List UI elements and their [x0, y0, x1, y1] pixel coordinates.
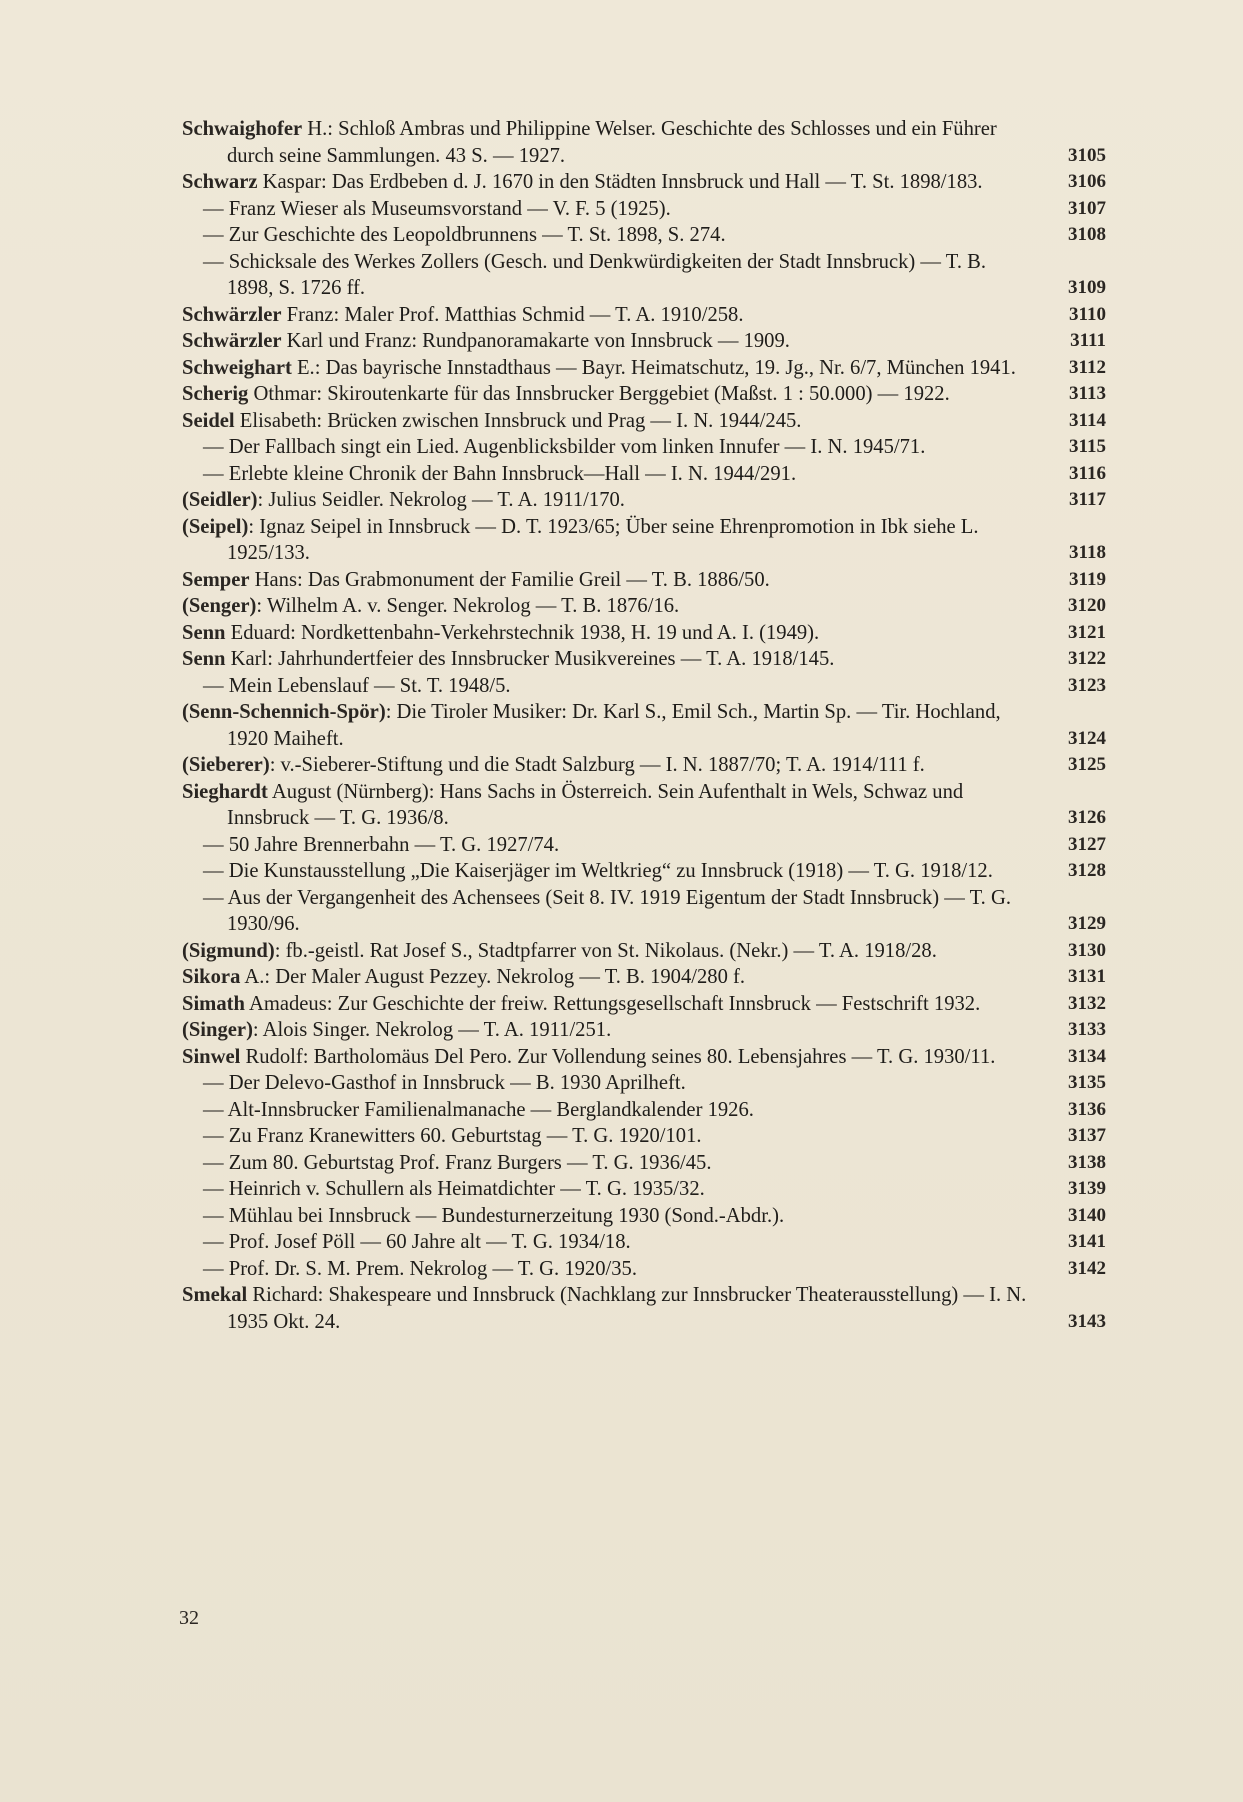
- entry-text: [182, 1176, 1036, 1203]
- page-number: 32: [179, 1607, 199, 1629]
- entry-number: 3121: [1068, 621, 1106, 643]
- entry-number: 3125: [1068, 754, 1106, 775]
- entry-text: [182, 1229, 1036, 1256]
- bibliography-entry: [182, 1123, 1106, 1150]
- bibliography-entry: [182, 222, 1106, 249]
- bibliography-entry: [182, 1176, 1106, 1203]
- entry-description: — Prof. Josef Pöll — 60 Jahre alt — T. G. 1934/18.: [203, 1231, 631, 1253]
- entry-author: Sikora: [182, 966, 241, 988]
- entry-number: 3116: [1069, 462, 1106, 484]
- entry-author: Senn: [182, 648, 226, 670]
- entry-number: 3137: [1068, 1125, 1106, 1146]
- entry-text: [182, 620, 1036, 647]
- entry-text: [182, 487, 1036, 514]
- entry-description: — Prof. Dr. S. M. Prem. Nekrolog — T. G. 1920/35.: [203, 1257, 637, 1280]
- bibliography-entry: [182, 779, 1106, 832]
- entry-author: Senn: [182, 621, 226, 644]
- entry-description: Amadeus: Zur Geschichte der freiw. Rettungsgesellschaft Innsbruck — Festschrift 1932.: [244, 992, 981, 1015]
- bibliography-entry: [182, 487, 1106, 514]
- entry-description: — Erlebte kleine Chronik der Bahn Innsbruck—Hall — I. N. 1944/291.: [203, 462, 797, 485]
- entry-number: 3138: [1068, 1151, 1106, 1173]
- bibliography-entry: [182, 752, 1106, 779]
- entry-description: — Mein Lebenslauf — St. T. 1948/5.: [203, 674, 511, 697]
- entry-author: Schwärzler: [182, 303, 282, 326]
- entry-text: [182, 302, 1036, 329]
- bibliography-entry: [182, 1203, 1106, 1230]
- entry-author: Schweighart: [182, 356, 292, 379]
- entry-description: H.: Schloß Ambras und Philippine Welser. Geschichte des Schlosses und ein Führer durch seine Sammlungen. 43 S. — 1927.: [227, 118, 997, 167]
- entry-number: 3105: [1068, 144, 1106, 166]
- bibliography-entry: [182, 302, 1106, 329]
- bibliography-entry: [182, 646, 1106, 673]
- entry-author: (Senn-Schennich-Spör): [182, 701, 386, 723]
- entry-author: Simath: [182, 992, 245, 1015]
- entry-text: [182, 885, 1036, 938]
- entry-text: [182, 1150, 1036, 1177]
- entry-number: 3110: [1069, 303, 1106, 325]
- entry-description: — Alt-Innsbrucker Familienalmanache — Berglandkalender 1926.: [203, 1098, 754, 1121]
- entry-number: 3109: [1068, 277, 1106, 298]
- entry-description: Othmar: Skiroutenkarte für das Innsbrucker Berggebiet (Maßst. 1 : 50.000) — 1922.: [248, 383, 950, 405]
- bibliography-entry: [182, 1070, 1106, 1097]
- entry-description: — Der Fallbach singt ein Lied. Augenblicksbilder vom linken Innufer — I. N. 1945/71.: [203, 436, 926, 458]
- entry-text: [182, 779, 1036, 832]
- entry-text: [182, 1256, 1036, 1283]
- entry-number: 3123: [1068, 674, 1106, 696]
- entry-text: [182, 699, 1036, 752]
- entry-author: Schwarz: [182, 171, 258, 193]
- entry-text: [182, 116, 1036, 169]
- entry-description: E.: Das bayrische Innstadthaus — Bayr. Heimatschutz, 19. Jg., Nr. 6/7, München 1941.: [291, 356, 1016, 379]
- bibliography-entry: [182, 991, 1106, 1018]
- entry-text: [182, 567, 1036, 594]
- entry-description: Franz: Maler Prof. Matthias Schmid — T. A. 1910/258.: [281, 303, 744, 326]
- entry-text: [182, 355, 1036, 382]
- entry-number: 3128: [1068, 860, 1106, 881]
- entry-author: Smekal: [182, 1284, 248, 1306]
- entry-number: 3141: [1068, 1231, 1106, 1252]
- entry-description: : fb.-geistl. Rat Josef S., Stadtpfarrer von St. Nikolaus. (Nekr.) — T. A. 1918/28.: [274, 939, 937, 962]
- entry-number: 3112: [1069, 356, 1106, 378]
- bibliography-entry: [182, 1044, 1106, 1071]
- entry-number: 3120: [1068, 595, 1106, 616]
- entry-description: Hans: Das Grabmonument der Familie Greil — T. B. 1886/50.: [249, 568, 770, 591]
- entry-text: [182, 328, 1036, 355]
- entry-author: Scherig: [182, 383, 249, 405]
- entry-text: [182, 1123, 1036, 1150]
- entry-text: [182, 514, 1036, 567]
- entry-number: 3139: [1068, 1178, 1106, 1199]
- bibliography-entry: [182, 514, 1106, 567]
- entry-description: — Franz Wieser als Museumsvorstand — V. F. 5 (1925).: [203, 197, 671, 220]
- entry-number: 3118: [1069, 542, 1106, 563]
- bibliography-entry: [182, 328, 1106, 355]
- entry-description: : Ignaz Seipel in Innsbruck — D. T. 1923/65; Über seine Ehrenpromotion in Ibk siehe L. 1925/133.: [227, 515, 979, 564]
- entry-number: 3119: [1069, 568, 1106, 590]
- bibliography-entry: [182, 116, 1106, 169]
- bibliography-entry: [182, 938, 1106, 965]
- bibliography-entry: [182, 461, 1106, 488]
- entry-text: [182, 1097, 1036, 1124]
- entry-text: [182, 1203, 1036, 1230]
- bibliography-entry: [182, 408, 1106, 435]
- entry-text: [182, 1282, 1036, 1335]
- bibliography-entry: [182, 832, 1106, 859]
- entry-description: : v.-Sieberer-Stiftung und die Stadt Salzburg — I. N. 1887/70; T. A. 1914/111 f.: [269, 754, 925, 776]
- bibliography-entry: [182, 567, 1106, 594]
- entry-description: Richard: Shakespeare und Innsbruck (Nachklang zur Innsbrucker Theaterausstellung) — I. N. 1935 Okt. 24.: [227, 1284, 1027, 1333]
- entry-description: Kaspar: Das Erdbeben d. J. 1670 in den Städten Innsbruck und Hall — T. St. 1898/183.: [257, 171, 983, 193]
- entry-number: 3131: [1068, 966, 1106, 987]
- entry-description: A.: Der Maler August Pezzey. Nekrolog — T. B. 1904/280 f.: [240, 966, 746, 988]
- entry-author: (Sigmund): [182, 939, 275, 962]
- entry-description: — Zum 80. Geburtstag Prof. Franz Burgers — T. G. 1936/45.: [203, 1151, 712, 1174]
- entry-author: (Senger): [182, 595, 257, 617]
- entry-description: — Der Delevo-Gasthof in Innsbruck — B. 1930 Aprilheft.: [203, 1072, 686, 1094]
- bibliography-entry: [182, 699, 1106, 752]
- bibliography-entry: [182, 169, 1106, 196]
- bibliography-entry: [182, 1282, 1106, 1335]
- bibliography-entry: [182, 858, 1106, 885]
- bibliography-entry: [182, 1256, 1106, 1283]
- entry-text: [182, 1017, 1036, 1044]
- entry-description: — Mühlau bei Innsbruck — Bundesturnerzeitung 1930 (Sond.-Abdr.).: [203, 1204, 785, 1227]
- entry-description: : Die Tiroler Musiker: Dr. Karl S., Emil Sch., Martin Sp. — Tir. Hochland, 1920 Maiheft.: [227, 701, 1001, 750]
- bibliography-entry: [182, 620, 1106, 647]
- bibliography-entry: [182, 196, 1106, 223]
- bibliography-entry: [182, 673, 1106, 700]
- entry-description: — Zur Geschichte des Leopoldbrunnens — T. St. 1898, S. 274.: [203, 224, 726, 246]
- bibliography-entry: [182, 1017, 1106, 1044]
- entry-text: [182, 991, 1036, 1018]
- entry-description: Karl: Jahrhundertfeier des Innsbrucker Musikvereines — T. A. 1918/145.: [225, 648, 835, 670]
- entry-number: 3135: [1068, 1072, 1106, 1093]
- entry-number: 3117: [1069, 489, 1106, 510]
- entry-author: (Seipel): [182, 515, 249, 538]
- entry-number: 3132: [1068, 992, 1106, 1014]
- entry-number: 3122: [1068, 648, 1106, 669]
- bibliography-entry: [182, 249, 1106, 302]
- entry-number: 3140: [1068, 1204, 1106, 1226]
- entry-text: [182, 752, 1036, 779]
- entry-text: [182, 646, 1036, 673]
- bibliography-entry: [182, 381, 1106, 408]
- entry-number: 3124: [1068, 727, 1106, 749]
- entry-description: — 50 Jahre Brennerbahn — T. G. 1927/74.: [203, 833, 560, 856]
- entry-text: [182, 381, 1036, 408]
- bibliography-entry: [182, 434, 1106, 461]
- bibliography-entry: [182, 355, 1106, 382]
- entry-description: — Aus der Vergangenheit des Achensees (Seit 8. IV. 1919 Eigentum der Stadt Innsbruck) — T. G. 1930/96.: [203, 886, 1011, 935]
- entry-number: 3108: [1068, 224, 1106, 245]
- bibliography-entry: [182, 1097, 1106, 1124]
- entry-description: — Die Kunstausstellung „Die Kaiserjäger im Weltkrieg“ zu Innsbruck (1918) — T. G. 1918/12.: [203, 860, 993, 882]
- entry-text: [182, 673, 1036, 700]
- entry-text: [182, 938, 1036, 965]
- bibliography-entry: [182, 964, 1106, 991]
- entry-text: [182, 1070, 1036, 1097]
- entry-author: Schwaighofer: [182, 118, 303, 140]
- entry-number: 3113: [1069, 383, 1106, 404]
- entry-number: 3126: [1068, 807, 1106, 828]
- bibliography-list: [182, 116, 1106, 1335]
- entry-description: : Wilhelm A. v. Senger. Nekrolog — T. B. 1876/16.: [256, 595, 680, 617]
- entry-number: 3114: [1069, 409, 1106, 431]
- entry-author: (Seidler): [182, 489, 258, 511]
- entry-text: [182, 964, 1036, 991]
- entry-number: 3107: [1068, 197, 1106, 219]
- entry-text: [182, 434, 1036, 461]
- entry-description: Rudolf: Bartholomäus Del Pero. Zur Vollendung seines 80. Lebensjahres — T. G. 1930/11.: [240, 1045, 996, 1068]
- entry-description: — Heinrich v. Schullern als Heimatdichter — T. G. 1935/32.: [203, 1178, 705, 1200]
- entry-text: [182, 461, 1036, 488]
- entry-number: 3127: [1068, 833, 1106, 855]
- entry-description: Eduard: Nordkettenbahn-Verkehrstechnik 1938, H. 19 und A. I. (1949).: [225, 621, 820, 644]
- entry-description: — Zu Franz Kranewitters 60. Geburtstag — T. G. 1920/101.: [203, 1125, 702, 1147]
- bibliography-entry: [182, 1150, 1106, 1177]
- entry-text: [182, 196, 1036, 223]
- entry-text: [182, 593, 1036, 620]
- entry-number: 3130: [1068, 939, 1106, 961]
- entry-description: August (Nürnberg): Hans Sachs in Österreich. Sein Aufenthalt in Wels, Schwaz und Innsbruck — T. G. 1936/8.: [227, 780, 964, 829]
- entry-text: [182, 858, 1036, 885]
- entry-description: Elisabeth: Brücken zwischen Innsbruck und Prag — I. N. 1944/245.: [234, 409, 802, 432]
- entry-text: [182, 249, 1036, 302]
- entry-number: 3136: [1068, 1098, 1106, 1120]
- bibliography-entry: [182, 1229, 1106, 1256]
- bibliography-entry: [182, 885, 1106, 938]
- entry-author: Sieghardt: [182, 780, 268, 803]
- entry-author: Sinwel: [182, 1045, 241, 1068]
- entry-description: : Alois Singer. Nekrolog — T. A. 1911/251.: [252, 1019, 612, 1041]
- entry-author: (Singer): [182, 1019, 253, 1041]
- entry-number: 3129: [1068, 913, 1106, 934]
- entry-author: Schwärzler: [182, 330, 282, 352]
- entry-number: 3115: [1069, 436, 1106, 457]
- entry-number: 3111: [1070, 330, 1106, 351]
- entry-author: (Sieberer): [182, 754, 270, 776]
- entry-number: 3134: [1068, 1045, 1106, 1067]
- entry-text: [182, 408, 1036, 435]
- entry-description: Karl und Franz: Rundpanoramakarte von Innsbruck — 1909.: [281, 330, 790, 352]
- entry-text: [182, 222, 1036, 249]
- entry-number: 3133: [1068, 1019, 1106, 1040]
- bibliography-entry: [182, 593, 1106, 620]
- entry-text: [182, 832, 1036, 859]
- entry-author: Semper: [182, 568, 250, 591]
- entry-text: [182, 169, 1036, 196]
- entry-text: [182, 1044, 1036, 1071]
- entry-author: Seidel: [182, 409, 235, 432]
- entry-description: : Julius Seidler. Nekrolog — T. A. 1911/170.: [257, 489, 625, 511]
- entry-number: 3106: [1068, 171, 1106, 192]
- entry-number: 3142: [1068, 1257, 1106, 1279]
- entry-description: — Schicksale des Werkes Zollers (Gesch. und Denkwürdigkeiten der Stadt Innsbruck) — T. B. 1898, S. 1726 ff.: [203, 250, 987, 299]
- entry-number: 3143: [1068, 1310, 1106, 1332]
